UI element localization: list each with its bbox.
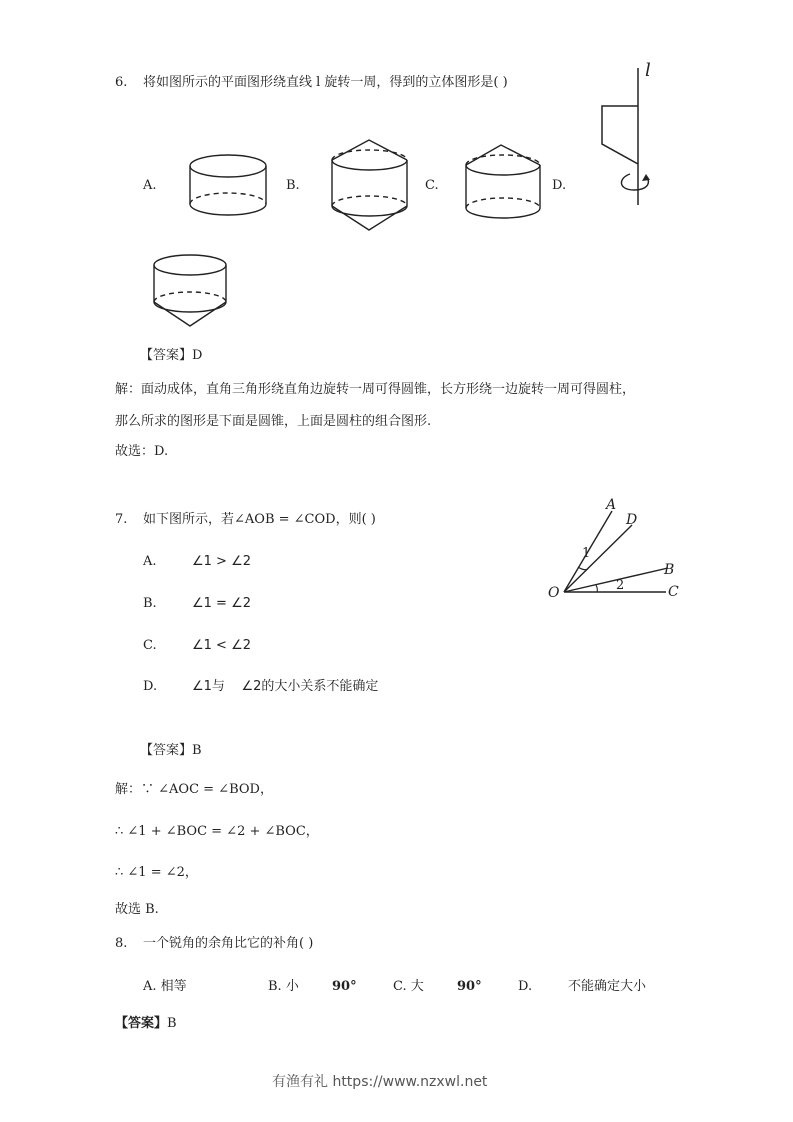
q8-answer-value: B (167, 1016, 177, 1031)
q6-option-a-cylinder-icon (188, 152, 268, 222)
q6-answer-value: D (192, 348, 203, 363)
q7-label-a: A (606, 497, 617, 513)
q7-option-b-text: ∠1 = ∠2 (192, 596, 252, 611)
q8-option-b-label: B. (268, 979, 282, 994)
q8-option-b-value: 90° (332, 979, 357, 994)
q7-number: 7. (115, 512, 128, 527)
q8-option-d-text: 不能确定大小 (568, 979, 647, 994)
q8-number: 8. (115, 936, 128, 951)
q7-label-d: D (626, 512, 638, 528)
q8-question-text: 一个锐角的余角比它的补角( ) (143, 936, 314, 951)
q6-solution-line-2: 那么所求的图形是下面是圆锥，上面是圆柱的组合图形. (115, 414, 432, 429)
q7-question-text: 如下图所示，若∠AOB = ∠COD，则( ) (143, 512, 376, 527)
q7-answer (140, 743, 202, 759)
q7-option-a-text: ∠1 > ∠2 (192, 554, 252, 569)
footer-watermark: 有渔有礼 https://www.nzxwl.net (272, 1074, 488, 1090)
q8-option-c-value: 90° (457, 979, 482, 994)
q7-label-o: O (548, 585, 560, 601)
q7-option-b-label: B. (143, 596, 157, 611)
q6-answer-tag: 【答案】 (140, 348, 193, 363)
q6-question-text: 将如图所示的平面图形绕直线 l 旋转一周，得到的立体图形是( ) (143, 75, 508, 90)
q6-option-b-label: B. (286, 178, 300, 193)
q6-option-d-cone-bottom-cylinder-icon (152, 252, 232, 332)
q7-label-b: B (664, 562, 675, 578)
q6-source-figure (590, 60, 670, 210)
q7-solution-line-3: ∴ ∠1 = ∠2， (115, 865, 198, 880)
q8-answer (115, 1016, 177, 1032)
q7-label-angle-1: 1 (582, 546, 591, 561)
q7-option-a-label: A. (143, 554, 157, 569)
q7-solution-line-4: 故选 B. (115, 902, 159, 917)
q8-option-d-label: D. (518, 979, 533, 994)
q6-option-a-label: A. (143, 178, 157, 193)
q6-answer (140, 348, 202, 364)
q6-option-c-cone-top-cylinder-icon (463, 143, 543, 223)
q7-option-d-text: ∠1与 ∠2的大小关系不能确定 (192, 679, 379, 694)
q7-solution-line-1: 解：∵ ∠AOC = ∠BOD， (115, 782, 273, 797)
q6-number: 6. (115, 75, 128, 90)
q8-option-a-label: A. (143, 979, 157, 994)
q8-option-c-label: C. (393, 979, 407, 994)
q8-option-c (393, 979, 424, 995)
q7-solution-line-2: ∴ ∠1 + ∠BOC = ∠2 + ∠BOC， (115, 824, 319, 839)
q7-label-angle-2: 2 (616, 578, 625, 593)
q7-option-d-label: D. (143, 679, 158, 694)
q7-option-c-label: C. (143, 638, 157, 653)
q6-axis-label-l: l (645, 60, 651, 81)
q8-option-a (143, 979, 187, 995)
q8-answer-tag: 【答案】 (115, 1016, 168, 1031)
q7-answer-tag: 【答案】 (140, 743, 193, 758)
q8-option-c-text: 大 (410, 979, 424, 994)
q7-label-c: C (668, 584, 679, 600)
q7-option-c-text: ∠1 < ∠2 (192, 638, 252, 653)
q6-solution-line-3: 故选：D. (115, 444, 169, 459)
q6-option-d-label: D. (552, 178, 567, 193)
q8-option-b-text: 小 (285, 979, 299, 994)
q8-option-b (268, 979, 299, 995)
q7-answer-value: B (192, 743, 202, 758)
q6-solution-line-1: 解：面动成体，直角三角形绕直角边旋转一周可得圆锥，长方形绕一边旋转一周可得圆柱， (115, 382, 636, 397)
q6-option-b-double-cone-cylinder-icon (330, 138, 410, 233)
q6-option-c-label: C. (425, 178, 439, 193)
q8-option-a-text: 相等 (160, 979, 187, 994)
